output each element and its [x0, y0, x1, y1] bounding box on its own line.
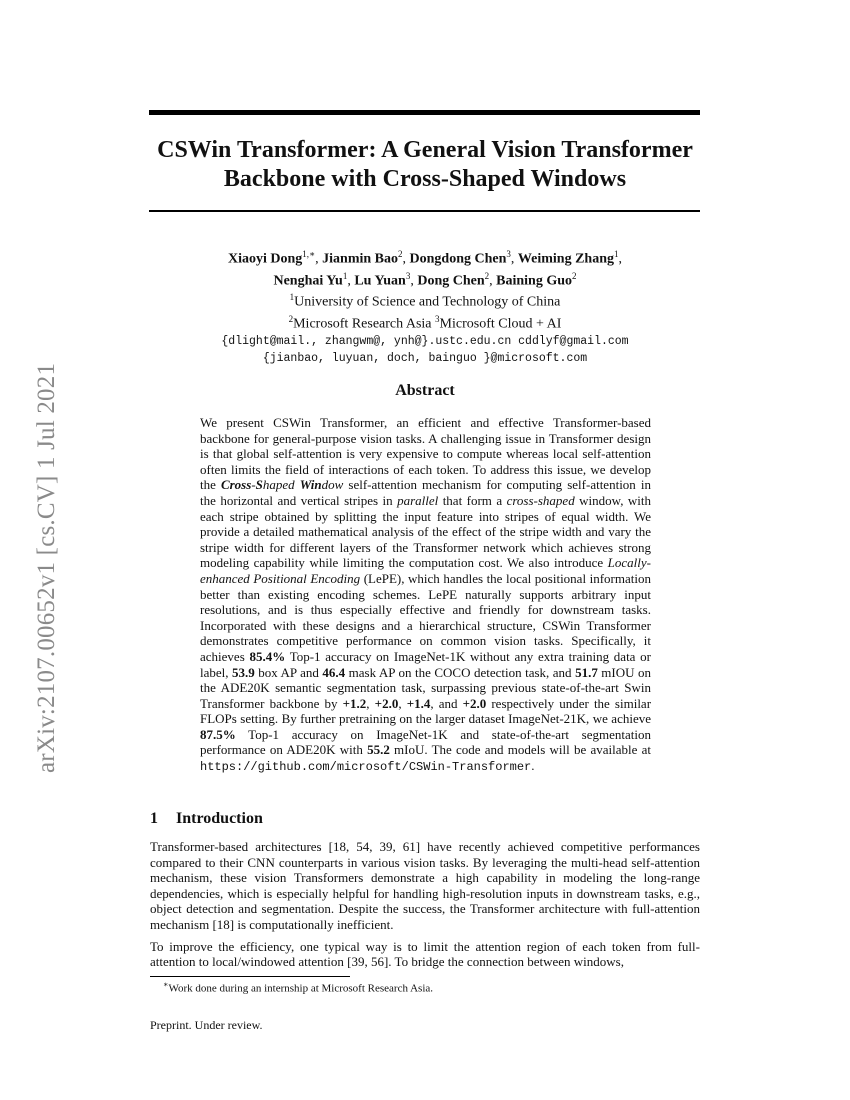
author-name: Dong Chen — [417, 273, 485, 289]
author-affil: 2 — [398, 249, 403, 259]
author-name: Xiaoyi Dong — [228, 251, 303, 267]
author-affil: 3 — [506, 249, 511, 259]
introduction-body — [150, 839, 700, 976]
author-name: Dongdong Chen — [409, 251, 507, 267]
author-name: Lu Yuan — [354, 273, 406, 289]
code-url-link[interactable]: https://github.com/microsoft/CSWin-Transformer — [200, 760, 532, 775]
paper-title — [120, 136, 730, 194]
author-affil: 3 — [405, 270, 411, 281]
footnote: ∗Work done during an internship at Microsoft Research Asia. — [163, 980, 434, 995]
author-affil: 1 — [342, 270, 348, 281]
author-block — [150, 246, 700, 367]
title-rule-bottom — [149, 210, 700, 212]
title-line-1: CSWin Transformer: A General Vision Transformer — [157, 137, 693, 163]
affiliation-1: $^1$University of Science and Technology of China — [289, 292, 561, 310]
preprint-notice: Preprint. Under review. — [150, 1018, 263, 1032]
intro-paragraph-2: To improve the efficiency, one typical way is to limit the attention region of each token from full-attention to local/windowed attention [39, 56]. To bridge the connection between windows, — [150, 938, 700, 970]
arxiv-identifier: arXiv:2107.00652v1 [cs.CV] 1 Jul 2021 — [33, 362, 60, 773]
author-affil: 1 — [614, 249, 619, 259]
author-affil: 1,∗ — [302, 249, 316, 259]
footnote-rule — [150, 976, 350, 977]
author-line-1: Xiaoyi Dong$^{1,∗}$, Jianmin Bao$^2$, Dongdong Chen$^3$, Weiming Zhang$^1$, — [228, 249, 622, 267]
affiliation-2-3: $^2$Microsoft Research Asia $^3$Microsoft Cloud + AI — [288, 313, 562, 332]
author-line-2: Nenghai Yu$^1$, Lu Yuan$^3$, Dong Chen$^2$, Baining Guo$^2$ — [273, 270, 577, 289]
author-affil: 2 — [572, 270, 577, 281]
email-line-2: {jianbao, luyuan, doch, bainguo }@microsoft.com — [262, 351, 588, 365]
author-affil: 2 — [484, 270, 490, 281]
author-name: Jianmin Bao — [322, 251, 399, 267]
abstract-heading: Abstract — [395, 382, 455, 399]
email-line-1: {dlight@mail., zhangwm@, ynh@}.ustc.edu.cn cddlyf@gmail.com — [221, 334, 629, 348]
intro-paragraph-1: Transformer-based architectures [18, 54, 39, 61] have recently achieved competitive performances compared to their CNN counterparts in various vision tasks. By leveraging the multi-head self-attention mechanism, these vision Transformers demonstrate a high capability in modeling the long-range dependencies, which is especially helpful for handling high-resolution inputs in downstream tasks, e.g., object detection and segmentation. Despite the success, the Transformer architecture with full-attention mechanism [18] is computationally inefficient. — [150, 839, 700, 932]
author-name: Baining Guo — [496, 273, 573, 289]
author-name: Weiming Zhang — [517, 251, 614, 267]
abstract-body: We present CSWin Transformer, an efficient and effective Transformer-based backbone for general-purpose vision tasks. A challenging issue in Transformer design is that global self-attention is very expensive to compute whereas local self-attention often limits the field of interactions of each token. To address this issue, we develop the Cross-Shaped Window self-attention mechanism for computing self-attention in the horizontal and vertical stripes in parallel that form a cross-shaped window, with each stripe obtained by splitting the input feature into stripes of equal width. We provide a detailed mathematical analysis of the effect of the stripe width and vary the stripe width for different layers of the Transformer network which achieves strong modeling capability while limiting the computation cost. We also introduce Locally-enhanced Positional Encoding (LePE), which handles the local positional information better than existing encoding schemes. LePE naturally supports arbitrary input resolutions, and is thus especially effective and friendly for downstream tasks. Incorporated with these designs and a hierarchical structure, CSWin Transformer demonstrates competitive performance on common vision tasks. Specifically, it achieves 85.4% Top-1 accuracy on ImageNet-1K without any extra training data or label, 53.9 box AP and 46.4 mask AP on the COCO detection task, and 51.7 mIOU on the ADE20K semantic segmentation task, surpassing previous state-of-the-art Swin Transformer backbone by +1.2, +2.0, +1.4, and +2.0 respectively under the similar FLOPs setting. By further pretraining on the larger dataset ImageNet-21K, we achieve 87.5% Top-1 accuracy on ImageNet-1K and state-of-the-art segmentation performance on ADE20K with 55.2 mIoU. The code and models will be available at https://github.com/microsoft/CSWin-Transformer. — [200, 415, 652, 775]
title-rule-top — [149, 110, 700, 115]
section-heading-introduction: 1 Introduction — [150, 810, 263, 827]
title-line-2: Backbone with Cross-Shaped Windows — [223, 166, 627, 192]
author-name: Nenghai Yu — [273, 273, 343, 289]
